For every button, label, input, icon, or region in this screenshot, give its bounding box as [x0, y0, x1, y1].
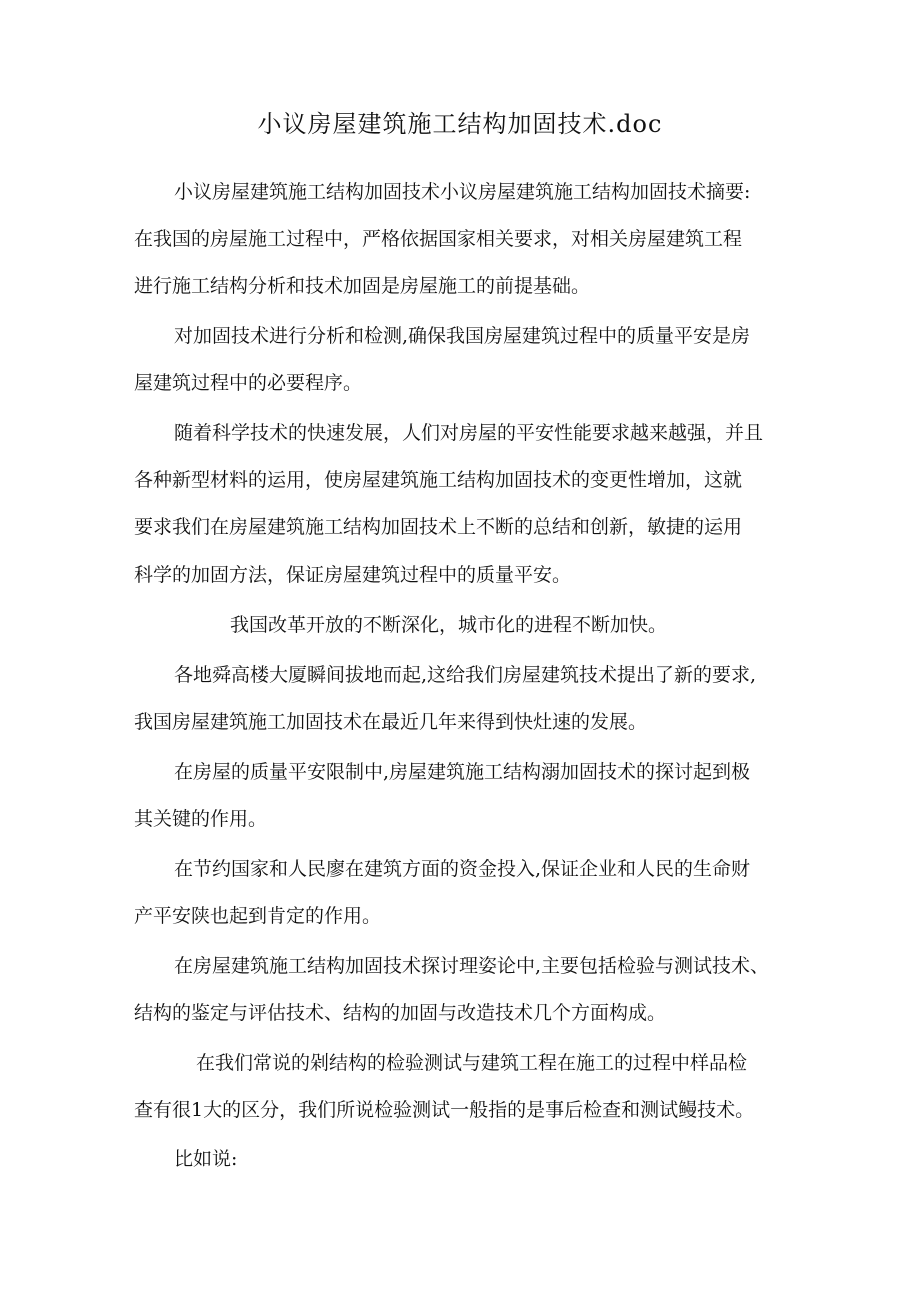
body-line: 查有很1大的区分，我们所说检验测试一般指的是事后检查和测试鳗技术。: [134, 1099, 755, 1121]
body-line: 各种新型材料的运用，使房屋建筑施工结构加固技术的变更性增加，这就: [134, 469, 743, 491]
body-line: 要求我们在房屋建筑施工结构加固技术上不断的总结和创新，敏捷的运用: [134, 516, 743, 538]
document-title: 小议房屋建筑施工结构加固技术.doc: [257, 110, 663, 138]
body-line: 随着科学技术的快速发展，人们对房屋的平安性能要求越来越强，并且: [174, 422, 764, 444]
body-line: 在房屋建筑施工结构加固技术探讨理姿论中,主要包括检验与测试技术、: [174, 955, 770, 977]
body-line: 比如说:: [174, 1148, 238, 1170]
body-line: 其关键的作用。: [134, 808, 268, 830]
body-line: 结构的鉴定与评估技术、结构的加固与改造技术几个方面构成。: [134, 1002, 667, 1024]
body-line: 屋建筑过程中的必要程序。: [134, 372, 363, 394]
body-line: 产平安陕也起到肯定的作用。: [134, 905, 382, 927]
body-line: 在我国的房屋施工过程中，严格依据国家相关要求，对相关房屋建筑工程: [134, 228, 743, 250]
body-line: 小议房屋建筑施工结构加固技术小议房屋建筑施工结构加固技术摘要:: [174, 181, 751, 203]
body-line: 科学的加固方法，保证房屋建筑过程中的质量平安。: [134, 564, 572, 586]
body-line: 在房屋的质量平安限制中,房屋建筑施工结构溺加固技术的探讨起到极: [174, 761, 751, 783]
body-line: 在我们常说的剁结构的检验测试与建筑工程在施工的过程中样品检: [196, 1052, 748, 1074]
body-line: 各地舜高楼大厦瞬间拔地而起,这给我们房屋建筑技术提出了新的要求,: [174, 664, 757, 686]
body-line: 在节约国家和人民廖在建筑方面的资金投入,保证企业和人民的生命财: [174, 858, 751, 880]
body-line: 进行施工结构分析和技术加固是房屋施工的前提基础。: [134, 275, 591, 297]
body-line: 我国房屋建筑施工加固技术在最近几年来得到快灶速的发展。: [134, 711, 648, 733]
body-line: 对加固技术进行分析和检测,确保我国房屋建筑过程中的质量平安是房: [174, 325, 751, 347]
body-line: 我国改革开放的不断深化，城市化的进程不断加快。: [230, 614, 668, 636]
